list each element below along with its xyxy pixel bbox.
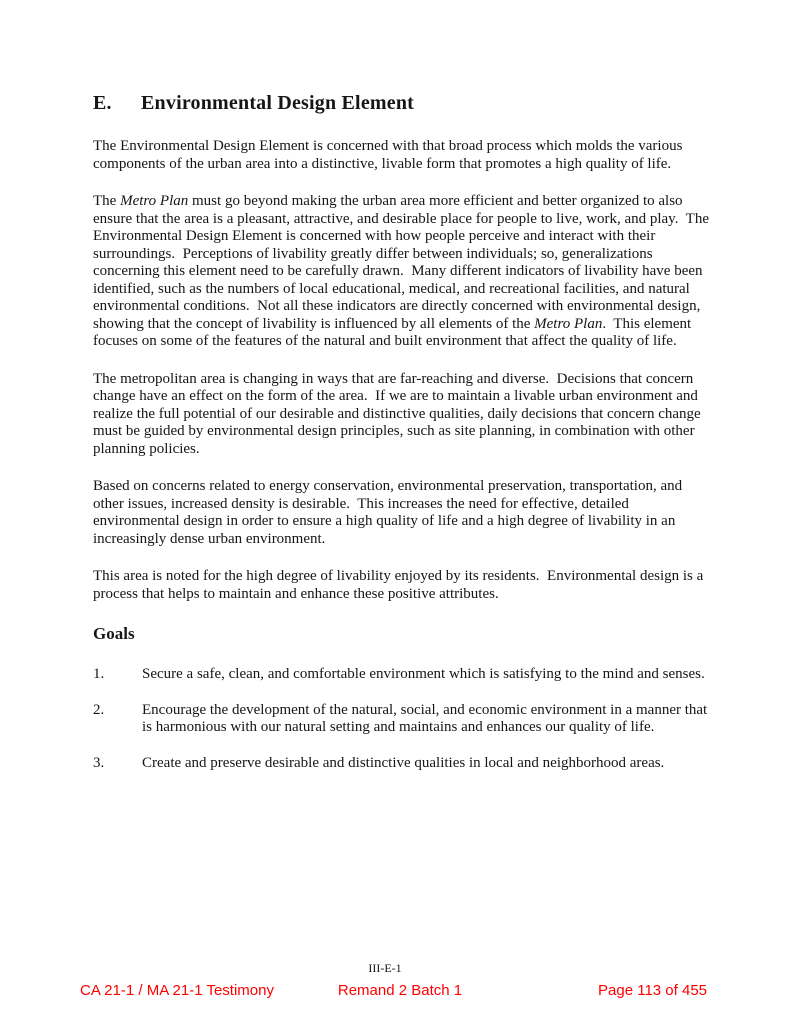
paragraph-1-text: The Environmental Design Element is concerned with that broad process which molds the various components of the urban area into a distinctive, livable form that promotes a high quality of life. [93, 138, 687, 172]
goal-item-1 [93, 666, 713, 684]
paragraph-3-text: The metropolitan area is changing in ways that are far-reaching and diverse. Decisions that concern change have an effect on the form of the area. If we are to maintain a livable urban environment and realize the full potential of our desirable and distinctive qualities, daily decisions that concern change must be guided by environmental design principles, such as site planning, in combination with other planning policies. [93, 370, 705, 457]
metro-plan-italic: Metro Plan [120, 193, 189, 209]
typed-page-number: III-E-1 [368, 961, 402, 975]
paragraph-3 [93, 371, 713, 459]
goal-number: 2. [93, 701, 105, 718]
goal-text: Encourage the development of the natural, social, and economic environment in a manner that is harmonious with our natural setting and maintains and enhances our quality of life. [142, 701, 711, 735]
paragraph-5 [93, 568, 713, 603]
section-letter: E. [93, 92, 112, 114]
paragraph-1 [93, 138, 713, 173]
goal-item-3 [93, 755, 713, 773]
document-body [93, 90, 713, 772]
goal-number: 1. [93, 666, 105, 682]
paragraph-4-text: Based on concerns related to energy conservation, environmental preservation, transportation, and other issues, increased density is desirable. This increases the need for effective, detailed environmental design in order to ensure a high quality of life and a high degree of livability in an increasingly dense urban environment. [93, 478, 686, 547]
paragraph-2 [93, 193, 713, 351]
bates-stamp-center: Remand 2 Batch 1 [337, 982, 463, 999]
paragraph-2-text: The [93, 193, 121, 209]
goals-heading: Goals [93, 624, 135, 643]
paragraph-2-text: must go beyond making the urban area more efficient and better organized to also ensure that the area is a pleasant, attractive, and desirable place for people to live, work, and play. The Environmental Design Element is concerned with how people perceive and interact with their surroundings. Perceptions of livability greatly differ between individuals; so, generalizations concerning this element need to be carefully drawn. Many different indicators of livability have been identified, such as the numbers of local educational, medical, and recreational facilities, and natural environmental conditions. Not all these indicators are directly concerned with environmental design, showing that the concept of livability is influenced by all elements of the [93, 193, 713, 332]
section-heading [93, 90, 713, 116]
goal-text: Secure a safe, clean, and comfortable environment which is satisfying to the mind and senses. [142, 666, 705, 682]
metro-plan-italic: Metro Plan [534, 315, 603, 332]
bates-stamp-page-count: Page 113 of 455 [598, 982, 707, 999]
goal-text: Create and preserve desirable and distinctive qualities in local and neighborhood areas. [142, 754, 665, 771]
goal-number: 3. [93, 754, 105, 771]
bates-stamp-left: CA 21-1 / MA 21-1 Testimony [80, 982, 274, 999]
paragraph-5-text: This area is noted for the high degree of livability enjoyed by its residents. Environmental design is a process that helps to maintain and enhance these positive attributes. [93, 568, 708, 602]
paragraph-2-text: . This element focuses on some of the features of the natural and built environment that affect the quality of life. [93, 315, 695, 349]
section-title: Environmental Design Element [141, 92, 415, 114]
paragraph-4 [93, 478, 713, 548]
goal-item-2 [93, 702, 713, 737]
